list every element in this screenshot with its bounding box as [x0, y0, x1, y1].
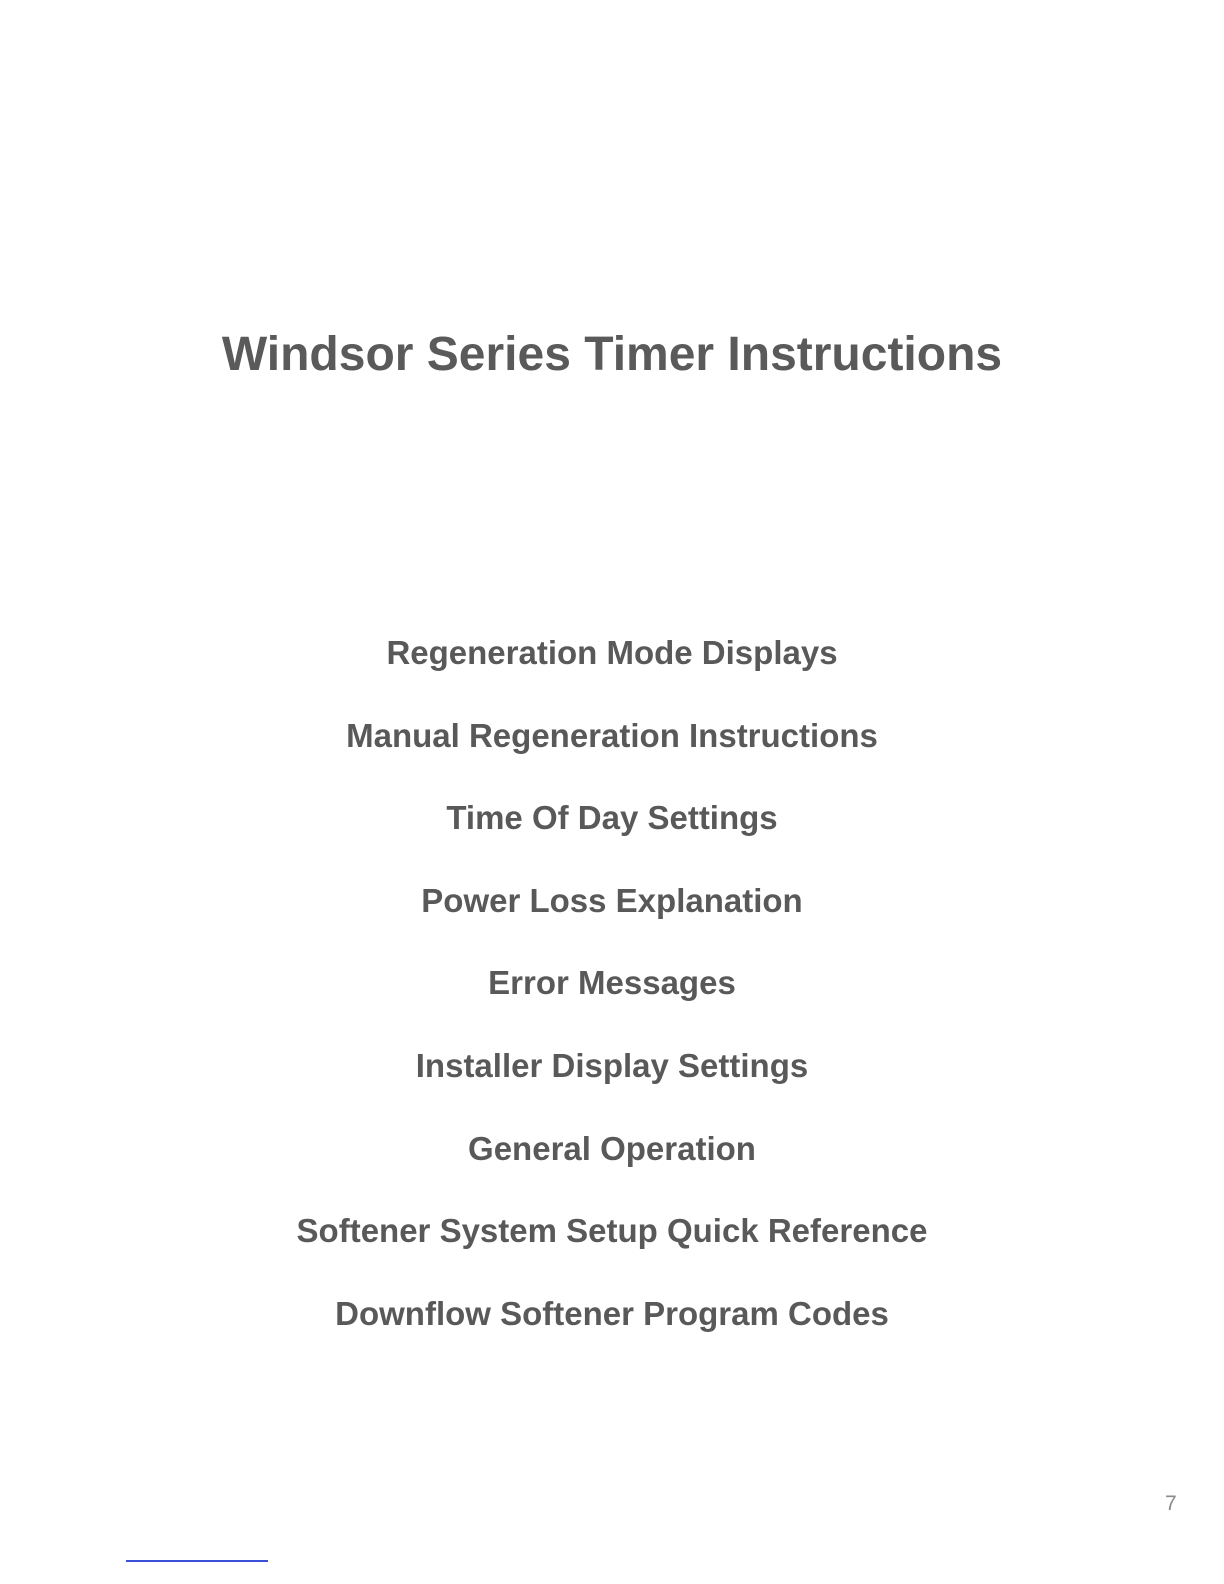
toc-item-softener-system-setup: Softener System Setup Quick Reference — [296, 1212, 928, 1250]
toc-item-general-operation: General Operation — [468, 1129, 756, 1167]
toc-item-downflow-program-codes: Downflow Softener Program Codes — [335, 1294, 889, 1332]
page-title: Windsor Series Timer Instructions — [221, 328, 1003, 381]
toc-item-installer-display-settings: Installer Display Settings — [415, 1046, 809, 1084]
toc-item-regeneration-mode-displays: Regeneration Mode Displays — [386, 634, 838, 671]
toc-item-error-messages: Error Messages — [488, 964, 736, 1002]
table-of-contents — [0, 631, 1224, 1374]
toc-item-manual-regeneration-instructions: Manual Regeneration Instructions — [346, 716, 878, 754]
toc-item-time-of-day-settings: Time Of Day Settings — [446, 799, 778, 837]
footer-rule — [126, 1560, 268, 1562]
toc-item-power-loss-explanation: Power Loss Explanation — [421, 881, 803, 919]
page-number: 7 — [1165, 1492, 1177, 1515]
